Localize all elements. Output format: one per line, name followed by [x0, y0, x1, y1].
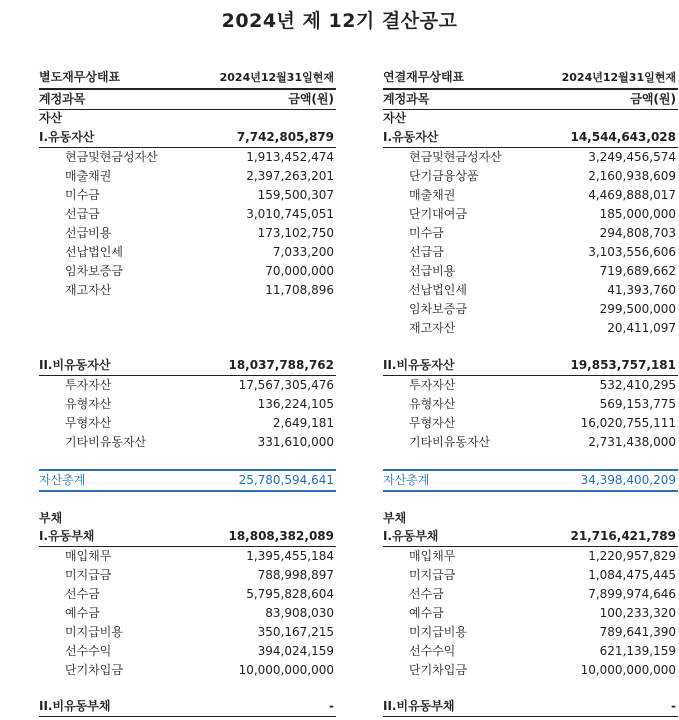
row-label: II.비유동부채 — [39, 699, 111, 713]
section-label: 자산 — [39, 111, 63, 125]
row-amount: 19,853,757,181 — [570, 358, 676, 372]
item-name: 단기차입금 — [409, 663, 467, 677]
item-name: 선납법인세 — [65, 245, 123, 259]
list-item — [383, 281, 678, 300]
current-liabilities-row — [383, 527, 678, 546]
total-assets-row — [39, 471, 336, 490]
list-item — [383, 585, 678, 604]
list-item — [39, 623, 336, 642]
row-amount: - — [671, 699, 676, 713]
item-amount: 2,649,181 — [272, 416, 334, 430]
list-item — [383, 319, 678, 338]
list-item — [383, 604, 678, 623]
statement-heading: 연결재무상태표 — [383, 70, 465, 84]
row-label: I.유동부채 — [39, 529, 95, 543]
item-name: 선수금 — [409, 587, 444, 601]
item-amount: 1,220,957,829 — [588, 549, 676, 563]
statement-date: 2024년12월31일현재 — [561, 71, 676, 84]
item-amount: 136,224,105 — [257, 397, 334, 411]
list-item — [39, 167, 336, 186]
row-label: 자산총계 — [39, 473, 86, 487]
item-amount: 1,395,455,184 — [246, 549, 334, 563]
row-label: I.유동자산 — [39, 130, 95, 144]
divider — [39, 716, 336, 717]
item-amount: 173,102,750 — [257, 226, 334, 240]
list-item — [383, 547, 678, 566]
item-amount: 10,000,000,000 — [238, 663, 334, 677]
list-item — [39, 604, 336, 623]
col-amount: 금액(원) — [288, 92, 334, 106]
list-item — [39, 224, 336, 243]
statement-heading: 별도재무상태표 — [39, 70, 121, 84]
item-name: 유형자산 — [65, 397, 112, 411]
list-item — [39, 414, 336, 433]
item-name: 선수금 — [65, 587, 100, 601]
item-name: 매출채권 — [409, 188, 456, 202]
item-amount: 1,084,475,445 — [588, 568, 676, 582]
item-amount: 394,024,159 — [257, 644, 334, 658]
divider — [383, 716, 678, 717]
list-item — [383, 566, 678, 585]
item-name: 단기금융상품 — [409, 169, 479, 183]
assets-section-label — [39, 109, 336, 128]
list-item — [39, 262, 336, 281]
item-name: 예수금 — [65, 606, 100, 620]
list-item — [383, 205, 678, 224]
item-amount: 621,139,159 — [599, 644, 676, 658]
noncurrent-assets-row — [39, 356, 336, 375]
item-amount: 3,249,456,574 — [588, 150, 676, 164]
item-amount: 299,500,000 — [599, 302, 676, 316]
list-item — [39, 433, 336, 452]
statement-heading-row — [383, 68, 678, 87]
item-amount: 159,500,307 — [257, 188, 334, 202]
list-item — [383, 243, 678, 262]
item-amount: 532,410,295 — [599, 378, 676, 392]
item-amount: 1,913,452,474 — [246, 150, 334, 164]
item-name: 무형자산 — [65, 416, 112, 430]
section-label: 부채 — [39, 511, 63, 525]
item-amount: 331,610,000 — [257, 435, 334, 449]
list-item — [39, 547, 336, 566]
list-item — [39, 376, 336, 395]
section-label: 부채 — [383, 511, 407, 525]
item-amount: 11,708,896 — [265, 283, 334, 297]
item-name: 선수수익 — [65, 644, 112, 658]
list-item — [383, 395, 678, 414]
item-amount: 41,393,760 — [607, 283, 676, 297]
column-header-row — [383, 90, 678, 109]
list-item — [383, 300, 678, 319]
liabilities-section-label — [39, 509, 336, 528]
item-name: 무형자산 — [409, 416, 456, 430]
item-amount: 10,000,000,000 — [580, 663, 676, 677]
statement-date: 2024년12월31일현재 — [219, 71, 334, 84]
item-name: 매입채무 — [65, 549, 112, 563]
item-name: 단기차입금 — [65, 663, 123, 677]
total-assets-row — [383, 471, 678, 490]
item-amount: 788,998,897 — [257, 568, 334, 582]
list-item — [39, 281, 336, 300]
row-amount: 21,716,421,789 — [570, 529, 676, 543]
item-name: 예수금 — [409, 606, 444, 620]
row-amount: 7,742,805,879 — [236, 130, 334, 144]
row-label: I.유동자산 — [383, 130, 439, 144]
list-item — [39, 566, 336, 585]
item-name: 단기대여금 — [409, 207, 467, 221]
item-amount: 3,010,745,051 — [246, 207, 334, 221]
item-name: 선급금 — [65, 207, 100, 221]
item-name: 미지급금 — [65, 568, 112, 582]
row-amount: 25,780,594,641 — [238, 473, 334, 487]
row-label: II.비유동자산 — [39, 358, 111, 372]
item-name: 재고자산 — [65, 283, 112, 297]
item-name: 매출채권 — [65, 169, 112, 183]
row-amount: 18,037,788,762 — [228, 358, 334, 372]
item-amount: 100,233,320 — [599, 606, 676, 620]
list-item — [383, 376, 678, 395]
item-name: 선납법인세 — [409, 283, 467, 297]
noncurrent-liabilities-row — [39, 697, 336, 716]
col-account: 계정과목 — [383, 92, 430, 106]
section-label: 자산 — [383, 111, 407, 125]
item-amount: 3,103,556,606 — [588, 245, 676, 259]
list-item — [39, 661, 336, 680]
item-amount: 20,411,097 — [607, 321, 676, 335]
list-item — [39, 395, 336, 414]
list-item — [383, 433, 678, 452]
row-label: 자산총계 — [383, 473, 430, 487]
list-item — [383, 224, 678, 243]
item-name: 매입채무 — [409, 549, 456, 563]
list-item — [39, 186, 336, 205]
row-label: II.비유동자산 — [383, 358, 455, 372]
col-account: 계정과목 — [39, 92, 86, 106]
item-amount: 789,641,390 — [599, 625, 676, 639]
item-name: 미지급비용 — [65, 625, 123, 639]
page-title: 2024년 제 12기 결산공고 — [221, 10, 458, 32]
statement-heading-row — [39, 68, 336, 87]
row-amount: - — [329, 699, 334, 713]
item-name: 임차보증금 — [65, 264, 123, 278]
item-name: 투자자산 — [65, 378, 112, 392]
list-item — [39, 148, 336, 167]
item-name: 투자자산 — [409, 378, 456, 392]
item-amount: 70,000,000 — [265, 264, 334, 278]
noncurrent-liabilities-row — [383, 697, 678, 716]
current-assets-row — [383, 128, 678, 147]
current-assets-row — [39, 128, 336, 147]
item-amount: 5,795,828,604 — [246, 587, 334, 601]
item-name: 유형자산 — [409, 397, 456, 411]
item-amount: 350,167,215 — [257, 625, 334, 639]
item-name: 임차보증금 — [409, 302, 467, 316]
noncurrent-assets-row — [383, 356, 678, 375]
list-item — [383, 167, 678, 186]
item-amount: 7,899,974,646 — [588, 587, 676, 601]
item-amount: 2,160,938,609 — [588, 169, 676, 183]
list-item — [383, 414, 678, 433]
divider — [39, 490, 336, 492]
column-header-row — [39, 90, 336, 109]
list-item — [383, 262, 678, 281]
list-item — [39, 205, 336, 224]
row-amount: 18,808,382,089 — [228, 529, 334, 543]
item-amount: 719,689,662 — [599, 264, 676, 278]
list-item — [383, 623, 678, 642]
item-name: 선급비용 — [409, 264, 456, 278]
item-amount: 7,033,200 — [272, 245, 334, 259]
item-amount: 185,000,000 — [599, 207, 676, 221]
assets-section-label — [383, 109, 678, 128]
item-name: 기타비유동자산 — [409, 435, 491, 449]
row-label: I.유동부채 — [383, 529, 439, 543]
item-amount: 294,808,703 — [599, 226, 676, 240]
item-name: 선급금 — [409, 245, 444, 259]
item-name: 미수금 — [65, 188, 100, 202]
list-item — [383, 642, 678, 661]
item-amount: 569,153,775 — [599, 397, 676, 411]
liabilities-section-label — [383, 509, 678, 528]
item-amount: 2,731,438,000 — [588, 435, 676, 449]
item-name: 미지급금 — [409, 568, 456, 582]
row-label: II.비유동부채 — [383, 699, 455, 713]
item-name: 미지급비용 — [409, 625, 467, 639]
item-amount: 83,908,030 — [265, 606, 334, 620]
item-amount: 4,469,888,017 — [588, 188, 676, 202]
row-amount: 34,398,400,209 — [580, 473, 676, 487]
list-item — [39, 585, 336, 604]
list-item — [383, 661, 678, 680]
item-name: 선수수익 — [409, 644, 456, 658]
item-name: 기타비유동자산 — [65, 435, 147, 449]
list-item — [383, 148, 678, 167]
divider — [383, 490, 678, 492]
row-amount: 14,544,643,028 — [570, 130, 676, 144]
list-item — [39, 642, 336, 661]
current-liabilities-row — [39, 527, 336, 546]
item-name: 미수금 — [409, 226, 444, 240]
list-item — [383, 186, 678, 205]
item-name: 현금및현금성자산 — [65, 150, 158, 164]
list-item — [39, 243, 336, 262]
item-amount: 16,020,755,111 — [580, 416, 676, 430]
col-amount: 금액(원) — [630, 92, 676, 106]
item-name: 재고자산 — [409, 321, 456, 335]
item-amount: 17,567,305,476 — [238, 378, 334, 392]
item-name: 현금및현금성자산 — [409, 150, 502, 164]
item-amount: 2,397,263,201 — [246, 169, 334, 183]
item-name: 선급비용 — [65, 226, 112, 240]
